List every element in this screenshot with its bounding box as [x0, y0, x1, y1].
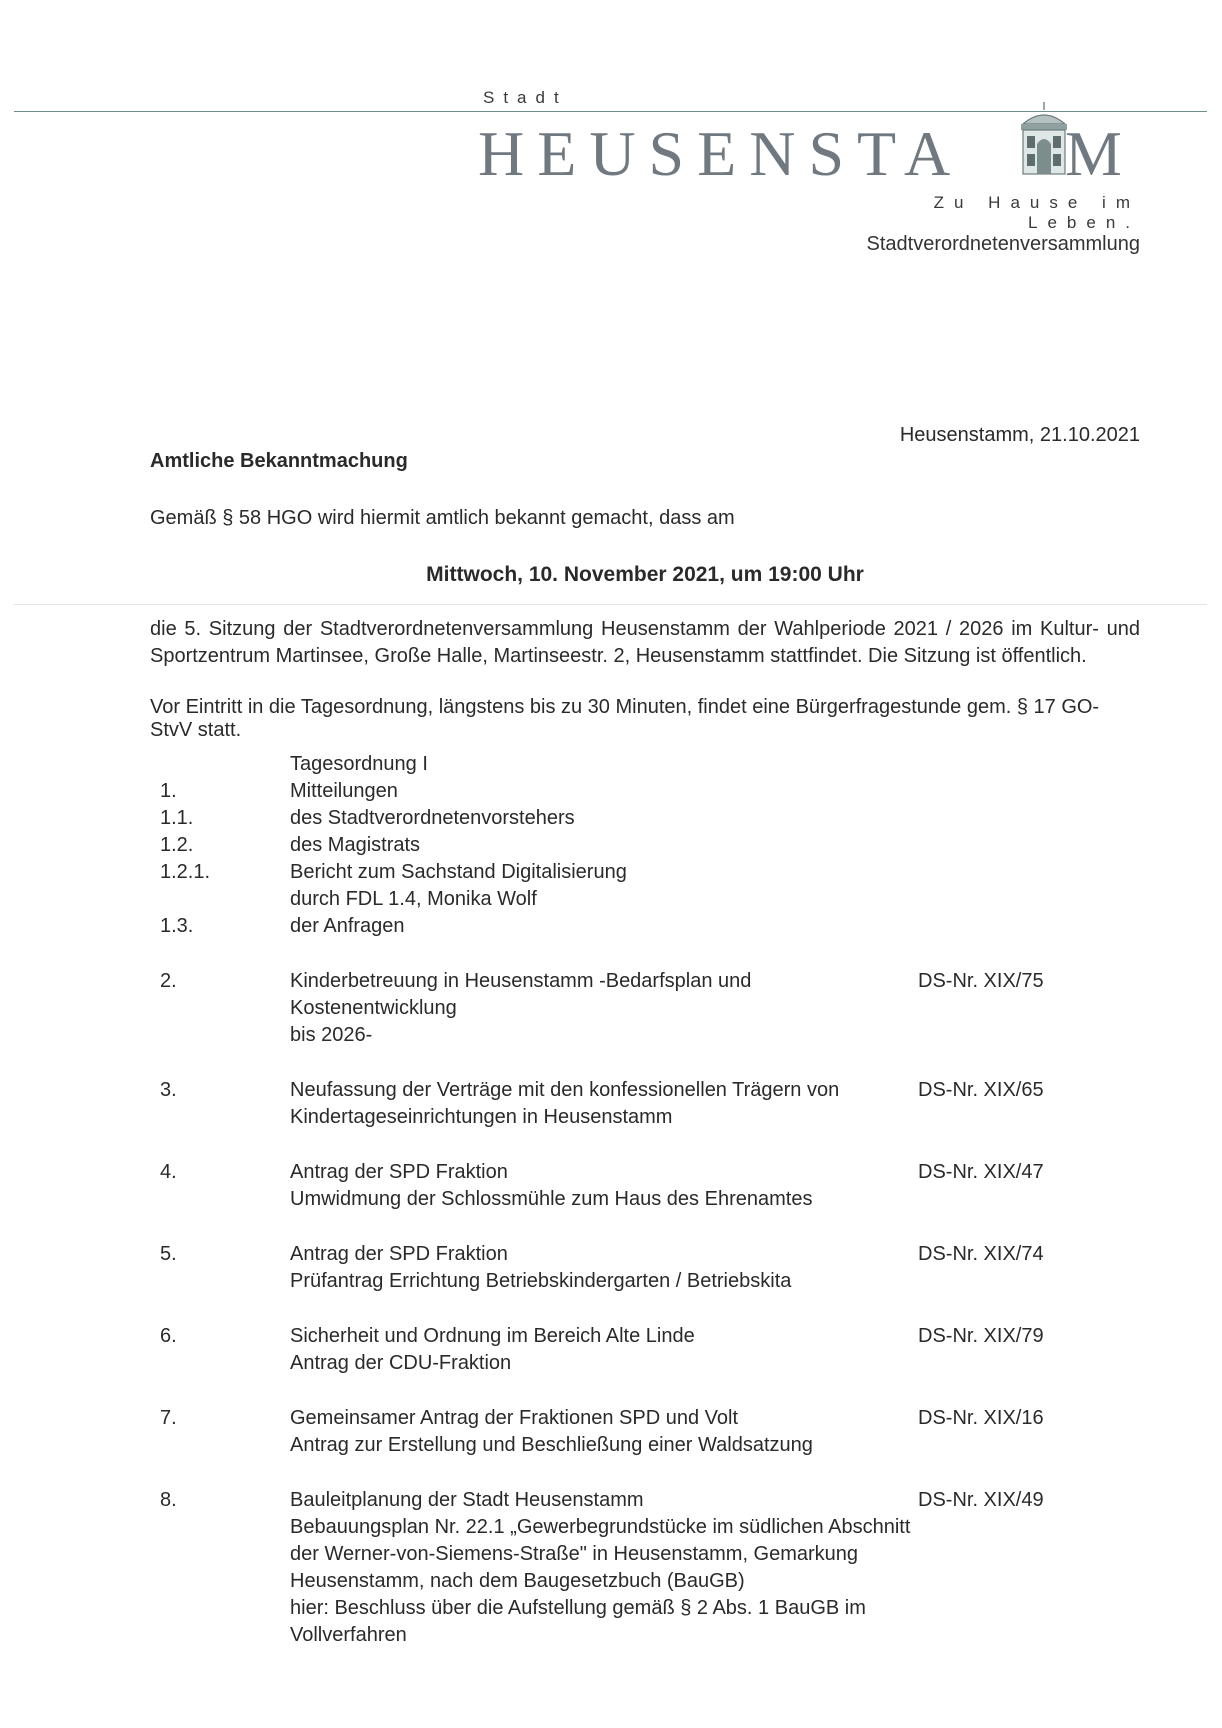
agenda-item-8: [150, 1487, 1140, 1649]
document-reference: DS-Nr. XIX/79: [918, 1325, 1044, 1347]
agenda-text: Bebauungsplan Nr. 22.1 „Gewerbegrundstücke im südlichen Abschnitt: [290, 1516, 911, 1538]
agenda-text: Antrag zur Erstellung und Beschließung einer Waldsatzung: [290, 1434, 813, 1456]
agenda-text: Mitteilungen: [290, 780, 398, 802]
agenda-number: 5.: [160, 1243, 177, 1265]
agenda-number: 8.: [160, 1489, 177, 1511]
document-reference: DS-Nr. XIX/49: [918, 1489, 1044, 1511]
agenda-number: 1.2.1.: [160, 861, 211, 883]
agenda-item-7: [150, 1405, 1140, 1459]
agenda-item-4: [150, 1159, 1140, 1213]
agenda-item-6: [150, 1323, 1140, 1377]
notice-title: Amtliche Bekanntmachung: [150, 450, 408, 472]
agenda-number: 7.: [160, 1407, 177, 1429]
agenda-subitem: [150, 913, 1140, 940]
letterhead-stadt: Stadt: [483, 88, 568, 107]
agenda-subitem: [150, 805, 1140, 832]
intro-text: Gemäß § 58 HGO wird hiermit amtlich bekannt gemacht, dass am: [150, 507, 735, 529]
meeting-date: Mittwoch, 10. November 2021, um 19:00 Uhr: [426, 563, 864, 586]
agenda-number: 1.1.: [160, 807, 194, 829]
document-reference: DS-Nr. XIX/16: [918, 1407, 1044, 1429]
scan-divider: [14, 604, 1207, 605]
letterhead-brand: HEUSENSTA: [478, 118, 964, 189]
agenda-text: Heusenstamm, nach dem Baugesetzbuch (BauGB): [290, 1570, 745, 1592]
agenda-number: 2.: [160, 970, 177, 992]
agenda-number: 1.: [160, 780, 177, 802]
agenda-text: Prüfantrag Errichtung Betriebskindergarten / Betriebskita: [290, 1270, 792, 1292]
agenda-number: 1.3.: [160, 915, 194, 937]
session-paragraph: die 5. Sitzung der Stadtverordnetenversammlung Heusenstamm der Wahlperiode 2021 / 2026 im Kultur- und Sportzentrum Martinsee, Große Halle, Martinseestr. 2, Heusenstamm stattfindet. Die Sitzung ist öffentlich.: [150, 618, 1140, 667]
agenda-text: des Stadtverordnetenvorstehers: [290, 807, 575, 829]
agenda-subitem: [150, 832, 1140, 859]
agenda-text: Bericht zum Sachstand Digitalisierung: [290, 861, 627, 883]
agenda-text: Kindertageseinrichtungen in Heusenstamm: [290, 1106, 673, 1128]
agenda-text: bis 2026-: [290, 1024, 373, 1046]
agenda-text: Kinderbetreuung in Heusenstamm -Bedarfsplan und Kostenentwicklung: [290, 970, 752, 1019]
agenda-text: Neufassung der Verträge mit den konfessionellen Trägern von: [290, 1079, 840, 1101]
document-reference: DS-Nr. XIX/65: [918, 1079, 1044, 1101]
agenda-text: Antrag der SPD Fraktion: [290, 1161, 508, 1183]
agenda-text: des Magistrats: [290, 834, 421, 856]
agenda-number: 6.: [160, 1325, 177, 1347]
agenda-number: 4.: [160, 1161, 177, 1183]
agenda-heading-row: [150, 751, 1140, 778]
place-date: Heusenstamm, 21.10.2021: [899, 424, 1140, 446]
agenda-item-5: [150, 1241, 1140, 1295]
letterhead-motto: Zu Hause im Leben.: [933, 193, 1140, 232]
agenda-heading: Tagesordnung I: [290, 753, 428, 775]
agenda-text: Antrag der SPD Fraktion: [290, 1243, 508, 1265]
document-reference: DS-Nr. XIX/75: [918, 970, 1044, 992]
agenda-text: Umwidmung der Schlossmühle zum Haus des Ehrenamtes: [290, 1188, 813, 1210]
letterhead-brand-last: M: [1065, 118, 1122, 189]
agenda-text: Antrag der CDU-Fraktion: [290, 1352, 512, 1374]
document-reference: DS-Nr. XIX/47: [918, 1161, 1044, 1183]
agenda-item-3: [150, 1077, 1140, 1131]
agenda-text: Bauleitplanung der Stadt Heusenstamm: [290, 1489, 644, 1511]
agenda-text: Vollverfahren: [290, 1624, 407, 1646]
agenda-number: 1.2.: [160, 834, 194, 856]
agenda-text: durch FDL 1.4, Monika Wolf: [290, 888, 537, 910]
citizen-question-paragraph: Vor Eintritt in die Tagesordnung, längstens bis zu 30 Minuten, findet eine Bürgerfragestunde gem. § 17 GO-StvV statt.: [150, 696, 1100, 741]
agenda-number: 3.: [160, 1079, 177, 1101]
agenda-subitem: [150, 859, 1140, 913]
agenda-text: der Anfragen: [290, 915, 405, 937]
letterhead-office: Stadtverordnetenversammlung: [866, 233, 1140, 255]
agenda-subitem: [150, 778, 1140, 805]
castle-crest-icon: [1017, 100, 1071, 176]
agenda-text: Gemeinsamer Antrag der Fraktionen SPD und Volt: [290, 1407, 739, 1429]
agenda-text: hier: Beschluss über die Aufstellung gemäß § 2 Abs. 1 BauGB im: [290, 1597, 866, 1619]
agenda-item-2: [150, 968, 1140, 1049]
agenda: [150, 751, 1140, 1649]
agenda-text: der Werner-von-Siemens-Straße" in Heusenstamm, Gemarkung: [290, 1543, 859, 1565]
agenda-text: Sicherheit und Ordnung im Bereich Alte Linde: [290, 1325, 695, 1347]
document-reference: DS-Nr. XIX/74: [918, 1243, 1044, 1265]
